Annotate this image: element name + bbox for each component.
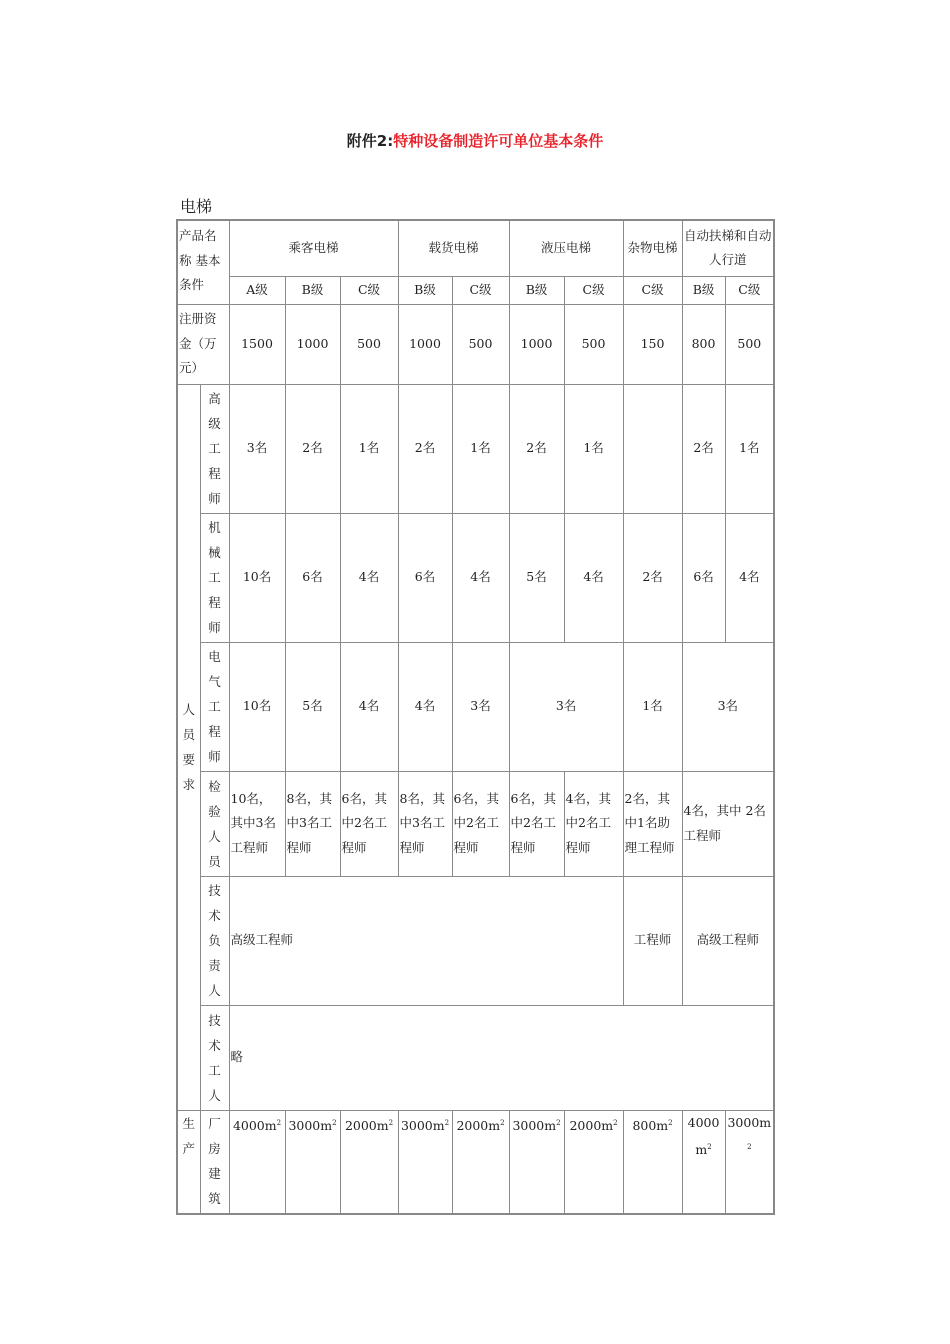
grade-header: A级 [229, 276, 285, 304]
inspector-value: 6名，其中2名工程师 [509, 771, 564, 876]
grade-header: C级 [564, 276, 623, 304]
mech-engineer-value: 6名 [285, 513, 340, 642]
title-main: 特种设备制造许可单位基本条件 [393, 132, 604, 150]
capital-value: 1000 [398, 304, 452, 384]
product-header: 杂物电梯 [623, 220, 682, 276]
building-value: $800m^2$ [623, 1110, 682, 1214]
grade-header: B级 [509, 276, 564, 304]
mech-engineer-label: 机械工程师 [200, 513, 229, 642]
building-value: $2000m^2$ [452, 1110, 509, 1214]
mech-engineer-value: 6名 [398, 513, 452, 642]
senior-engineer-value: 2名 [398, 384, 452, 513]
capital-value: 1500 [229, 304, 285, 384]
inspector-value: 8名，其中3名工程师 [285, 771, 340, 876]
inspector-value: 8名，其中3名工程师 [398, 771, 452, 876]
mech-engineer-value: 6名 [682, 513, 725, 642]
mech-engineer-value: 4名 [452, 513, 509, 642]
capital-value: 1000 [509, 304, 564, 384]
corner-cell: 产品名称 基本条件 [177, 220, 229, 304]
inspector-value: 10名，其中3名工程师 [229, 771, 285, 876]
grade-header: C级 [725, 276, 774, 304]
senior-engineer-value [623, 384, 682, 513]
tech-worker-value: 略 [229, 1005, 774, 1110]
mech-engineer-value: 10名 [229, 513, 285, 642]
capital-label: 注册资金（万元） [177, 304, 229, 384]
elec-engineer-label: 电气工程师 [200, 642, 229, 771]
grade-header: C级 [623, 276, 682, 304]
product-header: 载货电梯 [398, 220, 509, 276]
inspector-label: 检验人员 [200, 771, 229, 876]
building-value: $3000m^2$ [398, 1110, 452, 1214]
mech-engineer-value: 4名 [564, 513, 623, 642]
tech-lead-label: 技术负责人 [200, 876, 229, 1005]
elec-engineer-value: 10名 [229, 642, 285, 771]
product-header: 乘客电梯 [229, 220, 398, 276]
tech-lead-value: 工程师 [623, 876, 682, 1005]
document-title [0, 130, 950, 151]
capital-value: 500 [340, 304, 398, 384]
mech-engineer-value: 4名 [340, 513, 398, 642]
senior-engineer-value: 1名 [340, 384, 398, 513]
capital-value: 500 [564, 304, 623, 384]
capital-value: 500 [452, 304, 509, 384]
building-value: $3000m^2$ [725, 1110, 774, 1214]
capital-value: 150 [623, 304, 682, 384]
senior-engineer-value: 1名 [725, 384, 774, 513]
building-value: $4000m^2$ [229, 1110, 285, 1214]
senior-engineer-value: 2名 [509, 384, 564, 513]
elec-engineer-value: 4名 [340, 642, 398, 771]
building-value: $2000m^2$ [340, 1110, 398, 1214]
production-group-label: 生产 [177, 1110, 200, 1214]
inspector-value: 6名，其中2名工程师 [340, 771, 398, 876]
elec-engineer-value: 3名 [509, 642, 623, 771]
capital-value: 1000 [285, 304, 340, 384]
inspector-value: 4名，其中 2名工程师 [682, 771, 774, 876]
personnel-group-label: 人员要求 [177, 384, 200, 1110]
grade-header: C级 [452, 276, 509, 304]
elec-engineer-value: 3名 [682, 642, 774, 771]
senior-engineer-value: 1名 [452, 384, 509, 513]
senior-engineer-value: 2名 [682, 384, 725, 513]
grade-header: B级 [682, 276, 725, 304]
tech-lead-value: 高级工程师 [682, 876, 774, 1005]
senior-engineer-value: 2名 [285, 384, 340, 513]
building-label: 厂房建筑 [200, 1110, 229, 1214]
tech-worker-label: 技术工人 [200, 1005, 229, 1110]
mech-engineer-value: 5名 [509, 513, 564, 642]
elec-engineer-value: 3名 [452, 642, 509, 771]
mech-engineer-value: 4名 [725, 513, 774, 642]
senior-engineer-value: 3名 [229, 384, 285, 513]
building-value: $4000m^2$ [682, 1110, 725, 1214]
product-header: 液压电梯 [509, 220, 623, 276]
tech-lead-value: 高级工程师 [229, 876, 623, 1005]
elec-engineer-value: 4名 [398, 642, 452, 771]
inspector-value: 2名，其中1名助理工程师 [623, 771, 682, 876]
senior-engineer-label: 高级工程师 [200, 384, 229, 513]
grade-header: B级 [398, 276, 452, 304]
elec-engineer-value: 1名 [623, 642, 682, 771]
mech-engineer-value: 2名 [623, 513, 682, 642]
elec-engineer-value: 5名 [285, 642, 340, 771]
title-prefix: 附件2: [346, 132, 394, 150]
building-value: $3000m^2$ [285, 1110, 340, 1214]
inspector-value: 6名，其中2名工程师 [452, 771, 509, 876]
building-value: $2000m^2$ [564, 1110, 623, 1214]
capital-value: 500 [725, 304, 774, 384]
building-value: $3000m^2$ [509, 1110, 564, 1214]
section-label: 电梯 [180, 197, 213, 216]
capital-value: 800 [682, 304, 725, 384]
grade-header: C级 [340, 276, 398, 304]
grade-header: B级 [285, 276, 340, 304]
inspector-value: 4名，其中2名工程师 [564, 771, 623, 876]
product-header: 自动扶梯和自动人行道 [682, 220, 774, 276]
senior-engineer-value: 1名 [564, 384, 623, 513]
requirements-table [176, 219, 775, 1215]
